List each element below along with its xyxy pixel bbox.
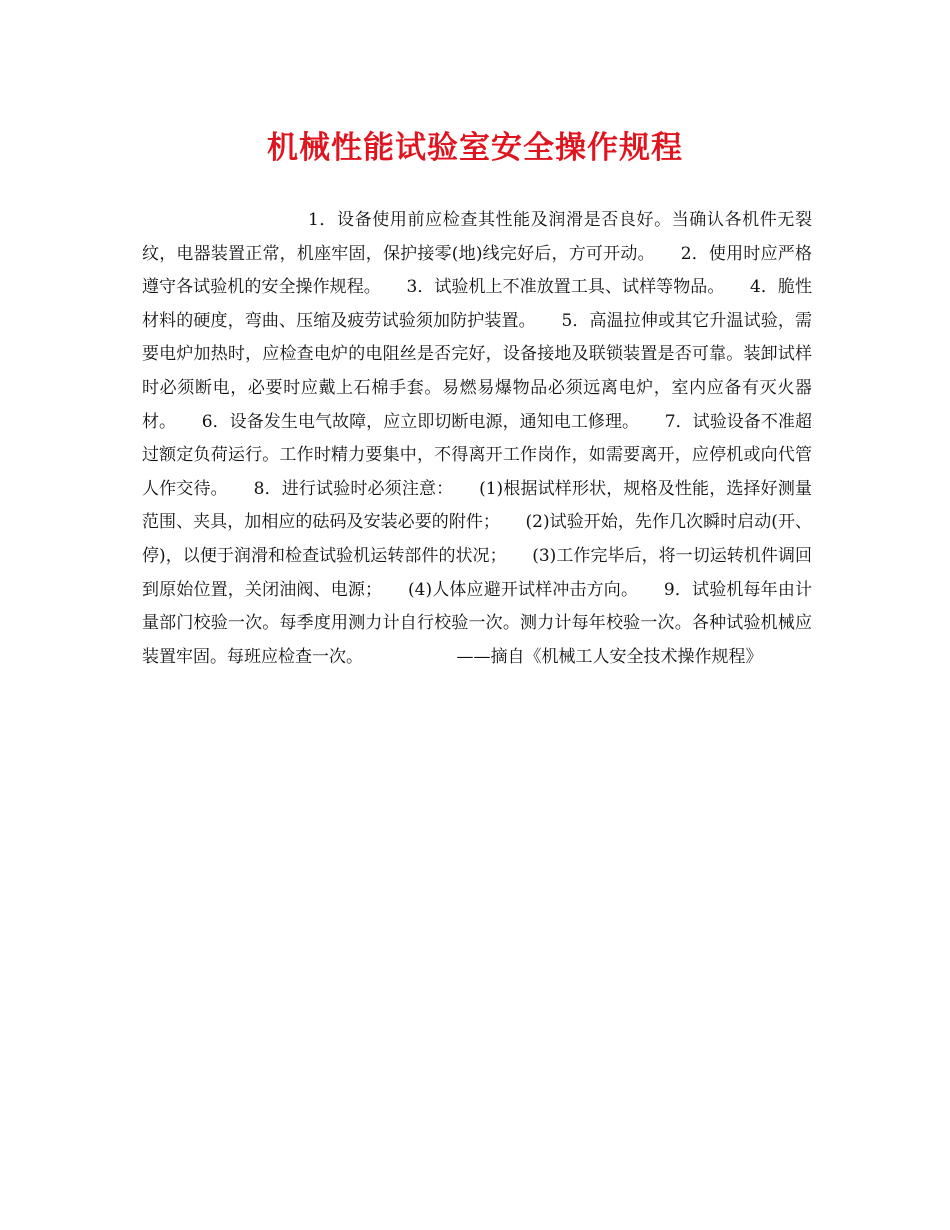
page-title: 机械性能试验室安全操作规程 bbox=[267, 130, 683, 166]
body-paragraph: 1．设备使用前应检查其性能及润滑是否良好。当确认各机件无裂纹，电器装置正常，机座牢固，保护接零(地)线完好后，方可开动。 2．使用时应严格遵守各试验机的安全操作规程。 3．试验机上不准放置工具、试样等物品。 4．脆性材料的硬度，弯曲、压缩及疲劳试验须加防护装置。 5．高温拉伸或其它升温试验，需要电炉加热时，应检查电炉的电阻丝是否完好，设备接地及联锁装置是否可靠。装卸试样时必须断电，必要时应戴上石棉手套。易燃易爆物品必须远离电炉，室内应备有灭火器材。 6．设备发生电气故障，应立即切断电源，通知电工修理。 7．试验设备不准超过额定负荷运行。工作时精力要集中，不得离开工作岗作，如需要离开，应停机或向代管人作交待。 8．进行试验时必须注意： (1)根据试样形状，规格及性能，选择好测量范围、夹具，加相应的砝码及安装必要的附件； (2)试验开始，先作几次瞬时启动(开、停)，以便于润滑和检查试验机运转部件的状况； (3)工作完毕后，将一切运转机件调回到原始位置，关闭油阀、电源； (4)人体应避开试样冲击方向。 9．试验机每年由计量部门校验一次。每季度用测力计自行校验一次。测力计每年校验一次。各种试验机械应装置牢固。每班应检查一次。 ——摘自《机械工人安全技术操作规程》 bbox=[142, 210, 812, 667]
